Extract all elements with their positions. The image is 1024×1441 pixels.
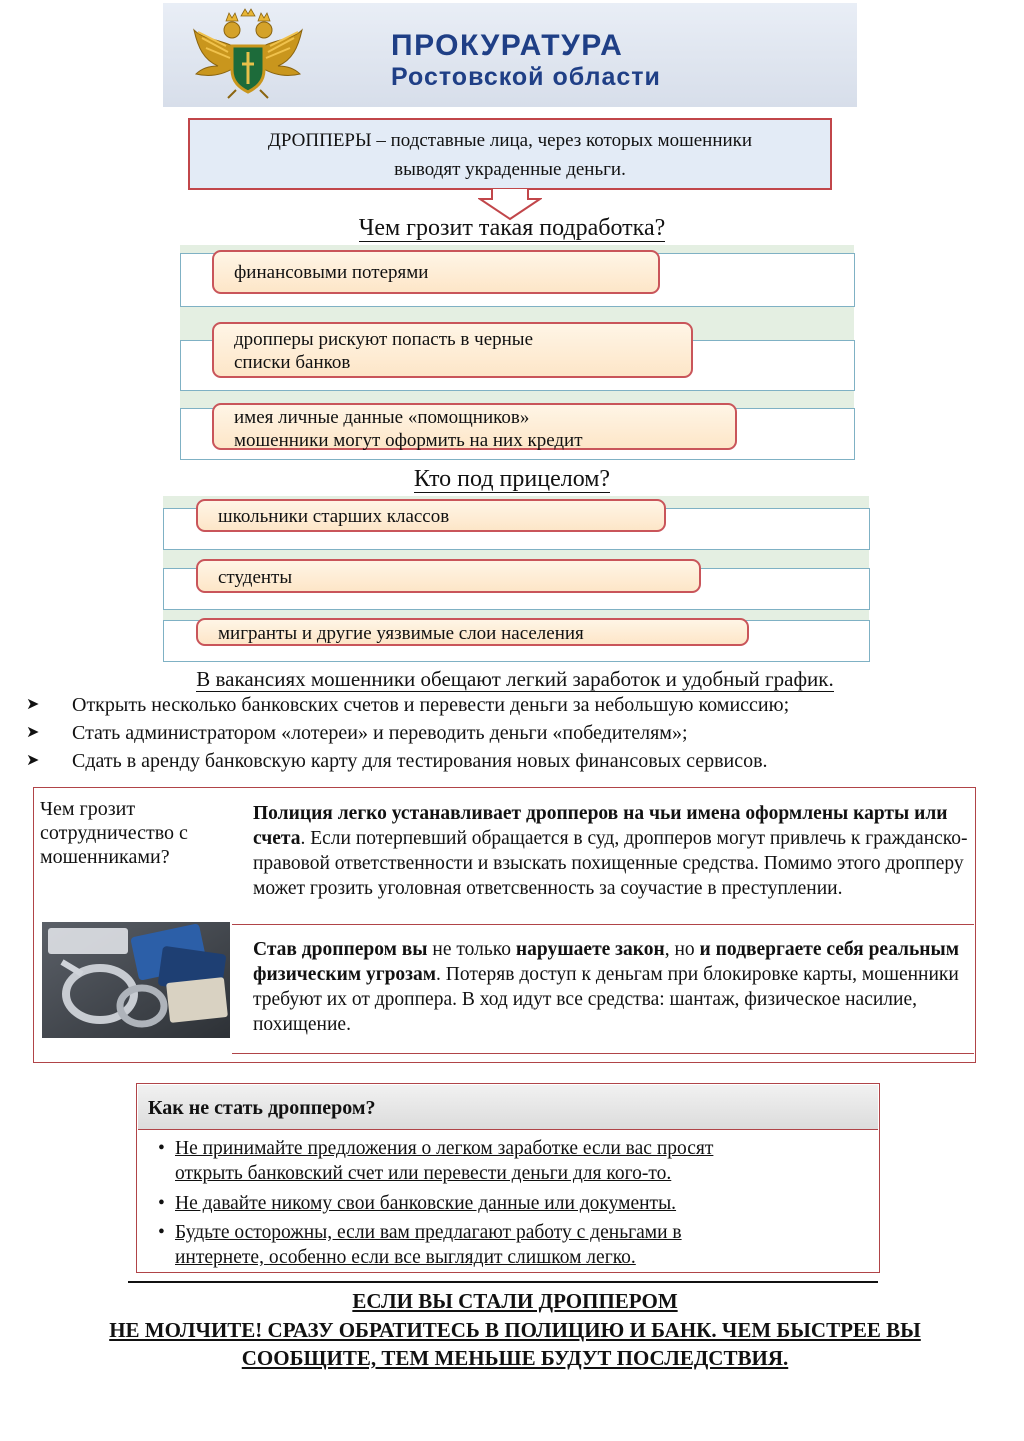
- threat-p2-mid-2: , но: [664, 939, 700, 960]
- header-banner: [163, 3, 857, 107]
- final-message: [0, 1316, 1024, 1372]
- risk-item-2-line-2: списки банков: [234, 352, 351, 373]
- target-item-3: [196, 618, 749, 646]
- final-message-line-1: НЕ МОЛЧИТЕ! СРАЗУ ОБРАТИТЕСЬ В ПОЛИЦИЮ И БАНК. ЧЕМ БЫСТРЕЕ ВЫ: [109, 1318, 921, 1342]
- arrow-bullet-icon: ➤: [26, 750, 40, 769]
- definition-box: [188, 118, 832, 190]
- threat-p2-bold-1: Став дроппером вы: [253, 939, 428, 960]
- prevention-item-1-line-2: открыть банковский счет или перевести деньги для кого-то.: [175, 1163, 672, 1184]
- prevention-item-2: [158, 1191, 858, 1216]
- prevention-item-1: [158, 1136, 858, 1186]
- target-item-3-text: мигранты и другие уязвимые слои населения: [218, 623, 584, 644]
- bullet-dot-icon: •: [158, 1193, 165, 1214]
- prevention-item-3-text: [175, 1220, 682, 1270]
- threat-p1-bold: Полиция легко устанавливает дропперов на чьи имена оформлены карты или счета: [253, 803, 948, 849]
- header-title: ПРОКУРАТУРА: [391, 29, 624, 62]
- bullet-dot-icon: •: [158, 1138, 165, 1159]
- prevention-item-3-line-2: интернете, особенно если все выглядит слишком легко.: [175, 1247, 636, 1268]
- vacancy-item-2-text: Стать администратором «лотереи» и переводить деньги «победителям»;: [72, 722, 688, 744]
- vacancy-item-1-text: Открыть несколько банковских счетов и перевести деньги за небольшую комиссию;: [72, 694, 790, 716]
- bullet-dot-icon: •: [158, 1222, 165, 1243]
- final-heading: ЕСЛИ ВЫ СТАЛИ ДРОППЕРОМ: [352, 1289, 678, 1313]
- threat-paragraph-police: [253, 801, 971, 901]
- prevention-item-1-line-1: Не принимайте предложения о легком заработке если вас просят: [175, 1138, 714, 1159]
- risk-item-2-line-1: дропперы рискуют попасть в черные: [234, 329, 534, 350]
- definition-line-1: ДРОППЕРЫ – подставные лица, через которых мошенники: [267, 130, 753, 151]
- final-message-line-2: СООБЩИТЕ, ТЕМ МЕНЬШЕ БУДУТ ПОСЛЕДСТВИЯ.: [241, 1346, 789, 1370]
- risk-item-3: [212, 403, 737, 450]
- vacancy-item-3-text: Сдать в аренду банковскую карту для тестирования новых финансовых сервисов.: [72, 750, 768, 772]
- arrow-bullet-icon: ➤: [26, 694, 40, 713]
- targets-title: Кто под прицелом?: [413, 466, 611, 492]
- target-item-2: [196, 559, 701, 593]
- threat-paragraph-danger: [253, 937, 971, 1037]
- definition-line-2: выводят украденные деньги.: [394, 159, 626, 180]
- risk-item-3-line-2: мошенники могут оформить на них кредит: [234, 430, 583, 451]
- risks-title: Чем грозит такая подработка?: [358, 215, 666, 241]
- threat-divider: [232, 924, 974, 925]
- prevention-item-2-text: Не давайте никому свои банковские данные или документы.: [175, 1193, 677, 1214]
- arrow-bullet-icon: ➤: [26, 722, 40, 741]
- threat-p2-bold-3: и подвергаете себя реальным физическим угрозам: [253, 939, 959, 985]
- target-item-1: [196, 499, 666, 532]
- double-headed-eagle-emblem-icon: [188, 8, 308, 100]
- threat-p1-rest: . Если потерпевший обращается в суд, дропперов могут привлечь к гражданско-правовой ответственности и взыскать похищенные средства. Помимо этого дропперу может грозить уголовная ответсвенность за соучастие в преступлении.: [253, 828, 968, 899]
- horizontal-rule: [128, 1281, 878, 1283]
- risk-item-1-text: финансовыми потерями: [234, 262, 429, 283]
- target-item-2-text: студенты: [218, 567, 293, 588]
- prevention-item-1-text: [175, 1136, 713, 1186]
- prevention-item-3: [158, 1220, 858, 1270]
- threat-p2-rest: . Потеряв доступ к деньгам при блокировке карты, мошенники требуют их от дроппера. В ход идут все средства: шантаж, физическое насилие, похищение.: [253, 964, 959, 1035]
- threat-question: Чем грозит сотрудничество с мошенниками?: [40, 798, 188, 868]
- prevention-title: Как не стать дроппером?: [138, 1085, 878, 1130]
- risk-item-2: [212, 322, 693, 378]
- header-subtitle: Ростовской области: [391, 63, 661, 91]
- risk-item-3-line-1: имея личные данные «помощников»: [234, 407, 530, 428]
- vacancies-title: В вакансиях мошенники обещают легкий заработок и удобный график.: [196, 667, 834, 691]
- threat-p2-mid-1: не только: [427, 939, 516, 960]
- risk-item-1: [212, 250, 660, 294]
- threat-bottom-divider: [232, 1053, 974, 1054]
- handcuffs-and-cards-photo: [42, 922, 230, 1038]
- threat-p2-bold-2: нарушаете закон: [515, 939, 665, 960]
- prevention-item-3-line-1: Будьте осторожны, если вам предлагают работу с деньгами в: [175, 1222, 682, 1243]
- target-item-1-text: школьники старших классов: [218, 506, 450, 527]
